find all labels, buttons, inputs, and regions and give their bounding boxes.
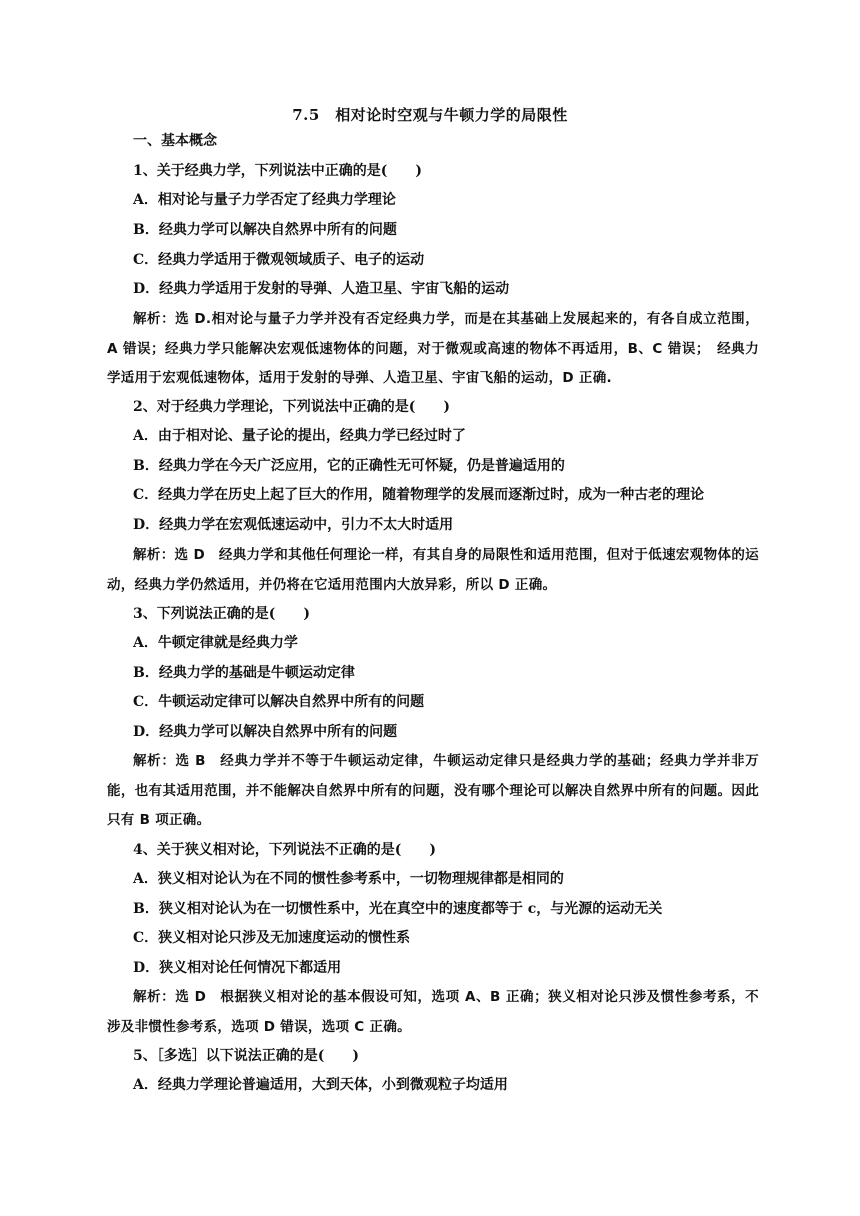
question-1-explanation: 解析：选 D.相对论与量子力学并没有否定经典力学，而是在其基础上发展起来的，有各自成立范围，A 错误；经典力学只能解决宏观低速物体的问题，对于微观或高速的物体不再适用，B、C 错误； 经典力学适用于宏观低速物体，适用于发射的导弹、人造卫星、宇宙飞船的运动，D 正确.	[107, 311, 759, 386]
question-3-option-c: C．牛顿运动定律可以解决自然界中所有的问题	[133, 694, 425, 710]
question-4-option-c: C．狭义相对论只涉及无加速度运动的惯性系	[133, 930, 411, 946]
question-2-option-a: A．由于相对论、量子论的提出，经典力学已经过时了	[133, 428, 466, 444]
question-1-option-b: B．经典力学可以解决自然界中所有的问题	[133, 222, 397, 238]
question-3-explanation: 解析：选 B 经典力学并不等于牛顿运动定律，牛顿运动定律只是经典力学的基础；经典力学并非万能，也有其适用范围，并不能解决自然界中所有的问题，没有哪个理论可以解决自然界中所有的问题。因此只有 B 项正确。	[107, 753, 759, 828]
question-3-option-b: B．经典力学的基础是牛顿运动定律	[133, 665, 355, 681]
document-title: 7.5 相对论时空观与牛顿力学的局限性	[292, 106, 568, 124]
question-2-explanation: 解析：选 D 经典力学和其他任何理论一样，有其自身的局限性和适用范围，但对于低速宏观物体的运动，经典力学仍然适用，并仍将在它适用范围内大放异彩，所以 D 正确。	[107, 547, 759, 593]
question-5-option-a: A．经典力学理论普遍适用，大到天体，小到微观粒子均适用	[133, 1077, 508, 1093]
question-4-option-b: B．狭义相对论认为在一切惯性系中，光在真空中的速度都等于 c，与光源的运动无关	[133, 901, 663, 917]
question-2-option-c: C．经典力学在历史上起了巨大的作用，随着物理学的发展而逐渐过时，成为一种古老的理论	[133, 487, 705, 503]
question-4-stem: 4、关于狭义相对论，下列说法不正确的是( )	[133, 842, 436, 858]
question-4-explanation: 解析：选 D 根据狭义相对论的基本假设可知，选项 A、B 正确；狭义相对论只涉及惯性参考系，不涉及非惯性参考系，选项 D 错误，选项 C 正确。	[107, 989, 759, 1035]
question-1-option-a: A．相对论与量子力学否定了经典力学理论	[133, 192, 396, 208]
question-1-option-c: C．经典力学适用于微观领域质子、电子的运动	[133, 252, 425, 268]
question-3-option-a: A．牛顿定律就是经典力学	[133, 635, 298, 651]
question-1-option-d: D．经典力学适用于发射的导弹、人造卫星、宇宙飞船的运动	[133, 281, 510, 297]
question-2-option-d: D．经典力学在宏观低速运动中，引力不太大时适用	[133, 517, 454, 533]
question-1-stem: 1、关于经典力学，下列说法中正确的是( )	[133, 163, 422, 179]
question-3-stem: 3、下列说法正确的是( )	[133, 606, 310, 622]
question-3-option-d: D．经典力学可以解决自然界中所有的问题	[133, 724, 398, 740]
question-5-stem: 5、［多选］以下说法正确的是( )	[133, 1048, 359, 1064]
question-4-option-a: A．狭义相对论认为在不同的惯性参考系中，一切物理规律都是相同的	[133, 871, 564, 887]
question-4-option-d: D．狭义相对论任何情况下都适用	[133, 960, 342, 976]
question-2-stem: 2、对于经典力学理论，下列说法中正确的是( )	[133, 399, 450, 415]
question-2-option-b: B．经典力学在今天广泛应用，它的正确性无可怀疑，仍是普遍适用的	[133, 458, 565, 474]
section-heading: 一、基本概念	[133, 133, 217, 149]
